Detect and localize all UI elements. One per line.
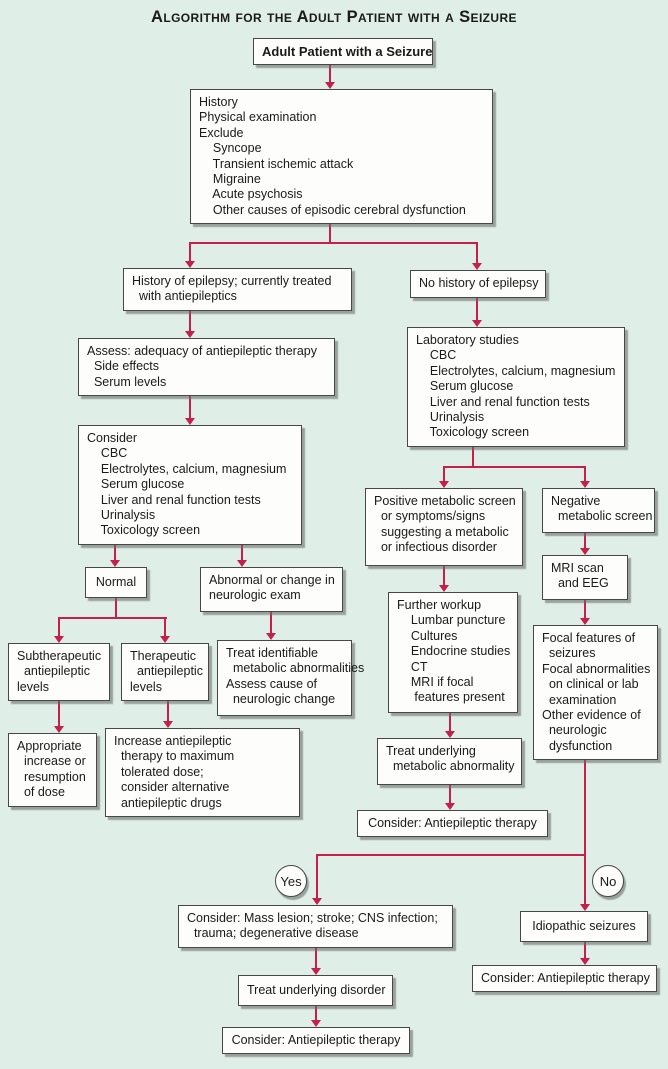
text-line: Consider xyxy=(87,431,138,445)
node-subtherapeutic-levels xyxy=(8,643,110,701)
connector-line xyxy=(167,700,169,721)
no-label: No xyxy=(599,873,617,889)
text-line: Therapeutic xyxy=(130,649,197,663)
arrowhead xyxy=(266,633,276,640)
text-line: Focal abnormalities xyxy=(542,661,651,676)
text-line: Consider: Antiepileptic therapy xyxy=(231,1033,401,1047)
text-line: History xyxy=(199,95,238,109)
text-line: Idiopathic seizures xyxy=(532,918,636,933)
text-line: Electrolytes, calcium, magnesium xyxy=(87,461,287,476)
text-line: CBC xyxy=(87,446,128,461)
arrowhead xyxy=(445,731,455,738)
node-consider-antiepileptic-therapy-right xyxy=(472,965,657,992)
connector-line xyxy=(315,1006,317,1020)
text-line: Serum glucose xyxy=(87,477,185,492)
arrowhead xyxy=(54,726,64,733)
text-line: Side effects xyxy=(87,359,160,374)
node-focal-features xyxy=(533,625,658,760)
connector-line xyxy=(584,942,586,958)
text-line: Consider: Antiepileptic therapy xyxy=(368,816,537,830)
text-line: Assess cause of xyxy=(226,676,318,691)
node-normal xyxy=(85,567,147,598)
text-line: Assess: adequacy of antiepileptic therapy xyxy=(87,344,317,358)
connector-line xyxy=(476,298,478,320)
text-line: dysfunction xyxy=(542,738,613,753)
connector-line xyxy=(449,785,451,803)
text-line: increase or xyxy=(17,754,86,769)
node-negative-metabolic-screen xyxy=(542,488,655,533)
text-line: therapy to maximum xyxy=(114,749,235,764)
arrowhead xyxy=(163,721,173,728)
arrowhead xyxy=(439,481,449,488)
arrowhead xyxy=(312,898,322,905)
text-line: Toxicology screen xyxy=(87,523,201,538)
node-idiopathic-seizures xyxy=(520,911,648,942)
text-line: Focal features of xyxy=(542,631,636,645)
text-line: Further workup xyxy=(397,598,482,612)
arrowhead xyxy=(185,331,195,338)
arrowhead xyxy=(580,548,590,555)
text-line: features present xyxy=(397,690,505,705)
node-treat-identifiable-abnormalities xyxy=(217,640,365,716)
connector-line xyxy=(58,700,60,726)
text-line: MRI scan xyxy=(551,561,604,575)
text-line: Serum glucose xyxy=(416,379,514,394)
text-line: Other evidence of xyxy=(542,708,641,723)
text-line: levels xyxy=(130,679,162,694)
connector-line xyxy=(584,760,586,904)
node-increase-antiepileptic-therapy xyxy=(105,728,300,817)
node-appropriate-increase-dose xyxy=(8,733,97,807)
text-line: examination xyxy=(542,692,617,707)
node-treat-metabolic-abnormality xyxy=(377,738,522,785)
connector-line xyxy=(189,242,478,244)
text-line: levels xyxy=(17,679,49,694)
text-line: Migraine xyxy=(199,172,261,187)
arrowhead xyxy=(311,968,321,975)
text-line: Urinalysis xyxy=(87,508,156,523)
text-line: seizures xyxy=(542,646,596,661)
text-line: CBC xyxy=(416,348,457,363)
text-line: Laboratory studies xyxy=(416,333,519,347)
arrowhead xyxy=(580,904,590,911)
arrowhead xyxy=(472,263,482,270)
connector-line xyxy=(476,243,478,263)
text-line: metabolic abnormalities xyxy=(226,661,365,676)
connector-line xyxy=(270,612,272,633)
text-line: tolerated dose; xyxy=(114,764,204,779)
text-line: neurologic xyxy=(542,723,607,738)
text-line: Syncope xyxy=(199,141,262,156)
node-laboratory-studies xyxy=(407,327,625,447)
text-line: Treat underlying disorder xyxy=(247,982,386,997)
arrowhead xyxy=(580,481,590,488)
text-line: Acute psychosis xyxy=(199,187,303,202)
node-mri-scan-eeg xyxy=(542,555,628,600)
text-line: Cultures xyxy=(397,628,458,643)
text-line: Increase antiepileptic xyxy=(114,734,232,748)
node-consider-antiepileptic-therapy-left xyxy=(222,1027,410,1054)
text-line: suggesting a metabolic xyxy=(374,524,509,539)
text-line: Liver and renal function tests xyxy=(87,492,261,507)
text-line: resumption xyxy=(17,769,86,784)
arrowhead xyxy=(110,560,120,567)
text-line: Transient ischemic attack xyxy=(199,156,354,171)
text-line: with antiepileptics xyxy=(132,289,237,304)
arrowhead xyxy=(311,1020,321,1027)
node-positive-metabolic-screen xyxy=(365,488,523,566)
text-line: No history of epilepsy xyxy=(419,276,539,291)
text-line: Subtherapeutic xyxy=(17,649,102,663)
text-line: Urinalysis xyxy=(416,410,485,425)
arrowhead xyxy=(160,636,170,643)
text-line: Electrolytes, calcium, magnesium xyxy=(416,363,616,378)
connector-line xyxy=(316,854,318,898)
connector-line xyxy=(584,466,586,481)
text-line: Liver and renal function tests xyxy=(416,394,590,409)
arrowhead xyxy=(185,418,195,425)
connector-line xyxy=(164,617,166,636)
text-line: neurologic change xyxy=(226,692,336,707)
node-consider-antiepileptic-therapy-mid xyxy=(357,810,548,837)
node-consider-tests xyxy=(78,425,302,545)
text-line: of dose xyxy=(17,785,65,800)
arrowhead xyxy=(54,636,64,643)
arrowhead xyxy=(472,320,482,327)
node-therapeutic-levels xyxy=(121,643,209,701)
decision-yes xyxy=(275,865,307,897)
connector-line xyxy=(584,533,586,548)
text-line: Consider: Antiepileptic therapy xyxy=(481,971,650,985)
text-line: MRI if focal xyxy=(397,675,474,690)
text-line: and EEG xyxy=(551,576,609,591)
text-line: consider alternative xyxy=(114,780,230,795)
connector-line xyxy=(316,854,586,856)
arrowhead xyxy=(580,958,590,965)
connector-line xyxy=(584,600,586,618)
connector-line xyxy=(443,566,445,585)
text-line: trauma; degenerative disease xyxy=(187,926,359,941)
arrowhead xyxy=(439,585,449,592)
connector-line xyxy=(443,466,445,481)
connector-line xyxy=(315,947,317,968)
connector-line xyxy=(115,598,117,619)
text-line: neurologic exam xyxy=(209,588,301,603)
text-line: Normal xyxy=(95,574,137,589)
text-line: antiepileptic drugs xyxy=(114,795,222,810)
arrowhead xyxy=(445,803,455,810)
connector-line xyxy=(449,713,451,731)
node-no-history-of-epilepsy xyxy=(410,270,546,298)
node-abnormal-neurologic-exam xyxy=(200,567,343,612)
connector-line xyxy=(58,617,60,636)
node-treat-underlying-disorder xyxy=(238,975,393,1006)
text-line: Other causes of episodic cerebral dysfunction xyxy=(199,202,466,217)
text-line: Negative xyxy=(551,494,601,508)
text-line: CT xyxy=(397,659,428,674)
text-line: Physical examination xyxy=(199,110,317,125)
text-line: Treat identifiable xyxy=(226,646,318,660)
text-line: Treat underlying xyxy=(386,744,476,758)
text-line: Adult Patient with a Seizure xyxy=(262,44,433,59)
text-line: Abnormal or change in xyxy=(209,573,335,587)
text-line: antiepileptic xyxy=(17,664,90,679)
text-line: Lumbar puncture xyxy=(397,613,506,628)
text-line: metabolic abnormality xyxy=(386,759,515,774)
connector-line xyxy=(443,466,586,468)
connector-line xyxy=(329,65,331,82)
text-line: Appropriate xyxy=(17,739,82,753)
text-line: or symptoms/signs xyxy=(374,509,486,524)
text-line: History of epilepsy; currently treated xyxy=(132,274,332,288)
node-adult-patient-seizure xyxy=(253,38,433,65)
text-line: or infectious disorder xyxy=(374,540,497,555)
node-consider-mass-lesion xyxy=(178,905,453,948)
yes-label: Yes xyxy=(280,873,302,889)
node-initial-workup xyxy=(190,89,493,224)
node-further-workup xyxy=(388,592,518,713)
connector-line xyxy=(58,617,167,619)
arrowhead xyxy=(237,560,247,567)
connector-line xyxy=(189,393,191,418)
text-line: Serum levels xyxy=(87,374,167,389)
text-line: Consider: Mass lesion; stroke; CNS infection; xyxy=(187,911,438,925)
arrowhead xyxy=(185,261,195,268)
arrowhead xyxy=(580,618,590,625)
text-line: on clinical or lab xyxy=(542,677,639,692)
text-line: Exclude xyxy=(199,125,244,140)
decision-no xyxy=(592,865,624,897)
node-assess-therapy xyxy=(78,338,335,396)
page-title: Algorithm for the Adult Patient with a Seizure xyxy=(151,8,517,26)
node-history-of-epilepsy xyxy=(123,268,352,311)
arrowhead xyxy=(325,82,335,89)
connector-line xyxy=(189,243,191,261)
text-line: antiepileptic xyxy=(130,664,203,679)
text-line: Toxicology screen xyxy=(416,425,530,440)
text-line: Positive metabolic screen xyxy=(374,494,516,508)
connector-line xyxy=(329,222,331,243)
text-line: Endocrine studies xyxy=(397,644,511,659)
text-line: metabolic screen xyxy=(551,509,653,524)
